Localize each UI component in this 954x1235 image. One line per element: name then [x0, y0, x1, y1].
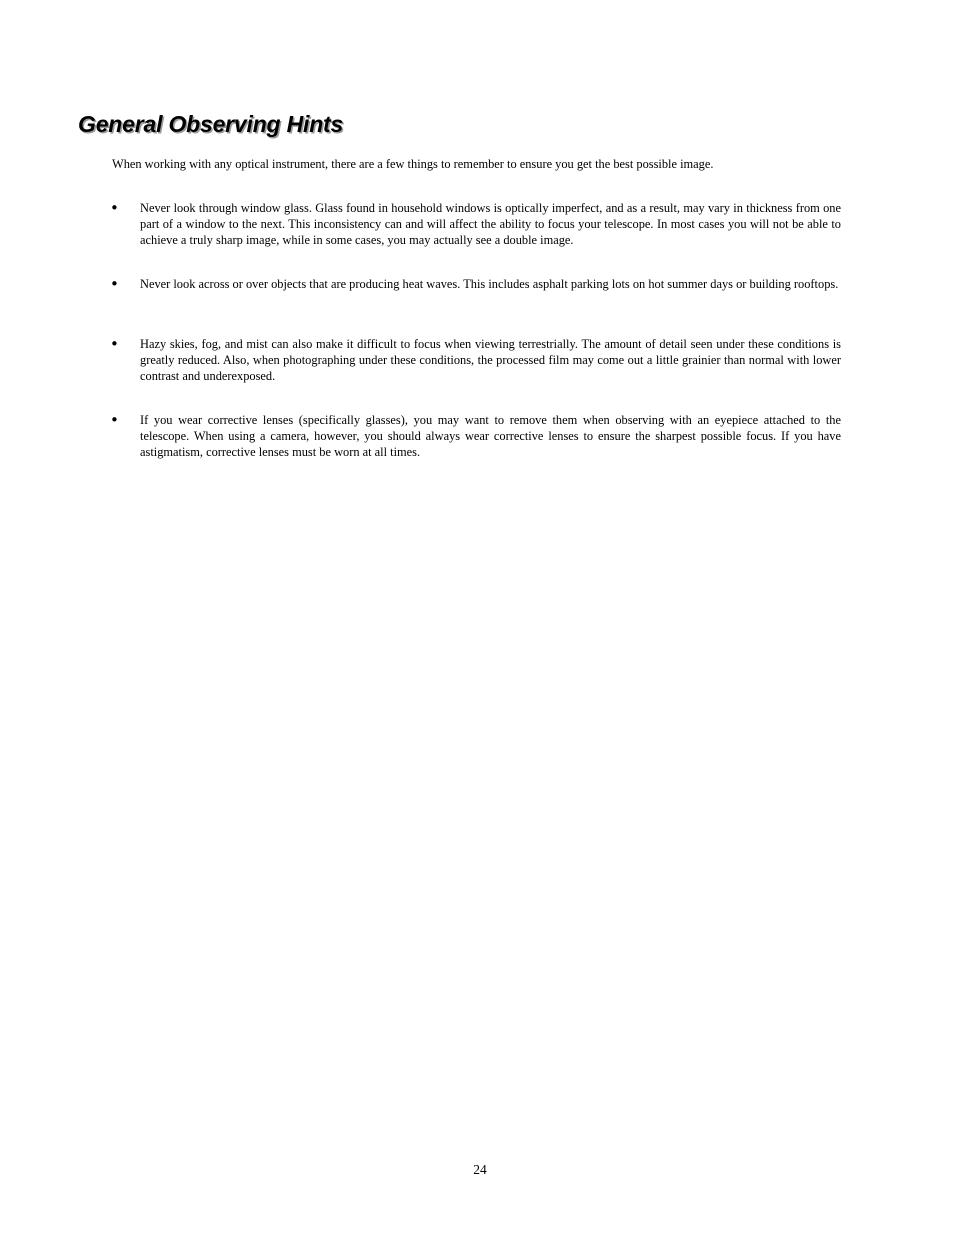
hint-text: Hazy skies, fog, and mist can also make it difficult to focus when viewing terrestrially. The amount of detail seen under these conditions is greatly reduced. Also, when photographing under these conditions, the processed film may come out a little grainier than normal with lower contrast and underexposed.: [140, 337, 841, 383]
bullet-icon: •: [110, 275, 119, 293]
intro-paragraph: When working with any optical instrument, there are a few things to remember to ensure you get the best possible image.: [112, 157, 714, 171]
page-number: 24: [473, 1162, 487, 1177]
bullet-icon: •: [110, 335, 119, 353]
page-title: General Observing Hints: [78, 111, 344, 137]
hint-text: Never look through window glass. Glass found in household windows is optically imperfect, and as a result, may vary in thickness from one part of a window to the next. This inconsistency can and will affect the ability to focus your telescope. In most cases you will not be able to achieve a truly sharp image, while in some cases, you may actually see a double image.: [140, 201, 841, 247]
hint-text: Never look across or over objects that are producing heat waves. This includes asphalt parking lots on hot summer days or building rooftops.: [140, 277, 839, 291]
hint-text: If you wear corrective lenses (specifically glasses), you may want to remove them when observing with an eyepiece attached to the telescope. When using a camera, however, you should always wear corrective lenses to ensure the sharpest possible focus. If you have astigmatism, corrective lenses must be worn at all times.: [140, 413, 841, 459]
bullet-icon: •: [110, 411, 119, 429]
bullet-icon: •: [110, 199, 119, 217]
